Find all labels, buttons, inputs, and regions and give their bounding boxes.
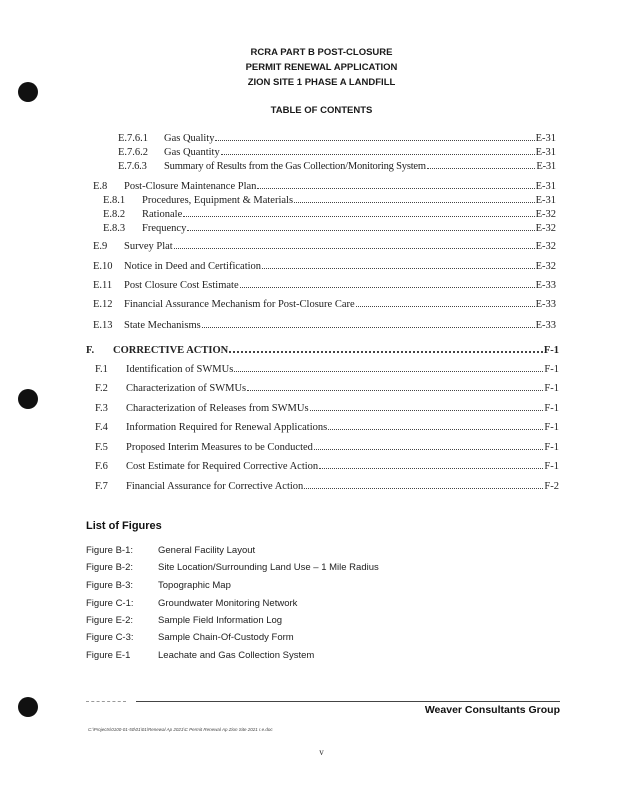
figure-title: General Facility Layout xyxy=(158,545,256,556)
figure-title: Topographic Map xyxy=(158,580,231,591)
toc-entry-title: Frequency xyxy=(142,223,187,234)
figure-list-item xyxy=(86,615,282,626)
toc-entry-page: F-1 xyxy=(544,403,559,414)
toc-entry-page: E-31 xyxy=(535,181,556,192)
toc-entry-number: E.8.1 xyxy=(103,195,126,206)
toc-entry-page: E-33 xyxy=(535,280,556,291)
figure-label: Figure B-1: xyxy=(86,545,133,556)
toc-entry-title: Identification of SWMUs xyxy=(126,364,234,375)
toc-leader xyxy=(229,351,543,353)
toc-entry-page: F-1 xyxy=(544,383,559,394)
toc-entry-number: E.12 xyxy=(93,299,113,310)
toc-leader xyxy=(174,248,535,249)
figure-title: Site Location/Surrounding Land Use – 1 Mile Radius xyxy=(158,562,379,573)
toc-entry xyxy=(118,147,556,158)
toc-entry xyxy=(103,223,556,234)
toc-leader xyxy=(356,306,535,307)
figure-label: Figure C-1: xyxy=(86,598,134,609)
toc-entry xyxy=(103,209,556,220)
toc-entry-page: E-31 xyxy=(536,161,556,172)
toc-leader xyxy=(257,188,534,189)
figure-list-item xyxy=(86,545,255,556)
toc-leader xyxy=(234,371,543,372)
toc-entry-number: F.6 xyxy=(95,461,108,472)
toc-entry-page: E-31 xyxy=(535,133,556,144)
toc-entry-number: F.3 xyxy=(95,403,108,414)
toc-entry-title: Survey Plat xyxy=(124,241,173,252)
figure-list-item xyxy=(86,580,231,591)
toc-entry-number: F.7 xyxy=(95,481,108,492)
toc-entry xyxy=(93,280,556,291)
toc-leader xyxy=(319,468,543,469)
figure-list-item xyxy=(86,562,379,573)
list-of-figures-title: List of Figures xyxy=(86,520,162,532)
toc-entry-page: E-32 xyxy=(535,223,556,234)
figure-list-item xyxy=(86,632,294,643)
toc-entry-title: Financial Assurance Mechanism for Post-Closure Care xyxy=(124,299,355,310)
toc-entry-page: E-33 xyxy=(535,299,556,310)
toc-entry xyxy=(93,181,556,192)
toc-leader xyxy=(304,488,543,489)
figure-label: Figure B-2: xyxy=(86,562,133,573)
toc-entry-title: CORRECTIVE ACTION xyxy=(113,345,229,356)
toc-leader xyxy=(310,410,544,411)
toc-leader xyxy=(202,327,535,328)
toc-entry-title: Procedures, Equipment & Materials xyxy=(142,195,294,206)
toc-leader xyxy=(183,216,534,217)
toc-entry xyxy=(95,461,559,472)
toc-entry xyxy=(93,261,556,272)
figure-label: Figure C-3: xyxy=(86,632,134,643)
figure-title: Leachate and Gas Collection System xyxy=(158,650,315,661)
toc-entry-number: F. xyxy=(86,345,95,356)
toc-entry xyxy=(93,241,556,252)
toc-entry xyxy=(95,383,559,394)
toc-leader xyxy=(314,449,543,450)
toc-entry xyxy=(93,320,556,331)
toc-leader xyxy=(328,429,543,430)
toc-entry xyxy=(118,161,556,172)
figure-title: Sample Chain-Of-Custody Form xyxy=(158,632,294,643)
toc-entry-title: Information Required for Renewal Applications xyxy=(126,422,328,433)
figure-title: Sample Field Information Log xyxy=(158,615,283,626)
toc-entry-number: F.1 xyxy=(95,364,108,375)
toc-entry-title: Post Closure Cost Estimate xyxy=(124,280,239,291)
toc-leader xyxy=(215,140,534,141)
toc-entry-title: State Mechanisms xyxy=(124,320,201,331)
toc-entry xyxy=(118,133,556,144)
toc-entry-number: F.5 xyxy=(95,442,108,453)
toc-entry xyxy=(95,442,559,453)
toc-section-heading xyxy=(86,345,559,356)
toc-entry-title: Notice in Deed and Certification xyxy=(124,261,262,272)
toc-entry-title: Post-Closure Maintenance Plan xyxy=(124,181,257,192)
binder-hole-middle xyxy=(18,389,38,409)
company-name: Weaver Consultants Group xyxy=(424,704,560,716)
toc-entry xyxy=(93,299,556,310)
figure-list-item xyxy=(86,650,314,661)
doc-title-line-3: ZION SITE 1 PHASE A LANDFILL xyxy=(247,77,396,88)
figure-label: Figure E-1 xyxy=(86,650,131,661)
toc-entry-page: E-32 xyxy=(535,261,556,272)
toc-entry-title: Summary of Results from the Gas Collection/Monitoring System xyxy=(164,161,426,172)
toc-entry-number: E.7.6.3 xyxy=(118,161,147,172)
toc-entry-number: E.8.3 xyxy=(103,223,126,234)
toc-entry-page: F-1 xyxy=(544,364,559,375)
toc-entry-title: Financial Assurance for Corrective Action xyxy=(126,481,304,492)
doc-title-line-1: RCRA PART B POST-CLOSURE xyxy=(250,47,393,58)
toc-entry-title: Gas Quality xyxy=(164,133,215,144)
toc-entry-number: E.10 xyxy=(93,261,113,272)
toc-leader xyxy=(262,268,535,269)
toc-entry-page: E-31 xyxy=(535,147,556,158)
toc-entry-page: F-1 xyxy=(544,422,559,433)
toc-entry-page: E-33 xyxy=(535,320,556,331)
toc-leader xyxy=(247,390,543,391)
toc-entry-number: E.7.6.2 xyxy=(118,147,149,158)
toc-entry-page: F-1 xyxy=(544,461,559,472)
doc-title-line-2: PERMIT RENEWAL APPLICATION xyxy=(245,62,398,73)
page-number: v xyxy=(319,747,324,757)
toc-entry-title: Cost Estimate for Required Corrective Action xyxy=(126,461,319,472)
toc-entry-page: E-31 xyxy=(535,195,556,206)
toc-entry-title: Proposed Interim Measures to be Conducted xyxy=(126,442,313,453)
toc-entry-title: Characterization of SWMUs xyxy=(126,383,247,394)
toc-entry xyxy=(95,364,559,375)
figure-label: Figure E-2: xyxy=(86,615,133,626)
toc-entry-number: F.4 xyxy=(95,422,108,433)
toc-entry-page: E-32 xyxy=(535,241,556,252)
toc-entry-number: E.7.6.1 xyxy=(118,133,149,144)
toc-entry-title: Rationale xyxy=(142,209,183,220)
toc-entry xyxy=(103,195,556,206)
toc-entry-number: E.8 xyxy=(93,181,108,192)
toc-leader xyxy=(240,287,535,288)
toc-entry-number: F.2 xyxy=(95,383,108,394)
toc-entry-title: Characterization of Releases from SWMUs xyxy=(126,403,309,414)
file-path: C:\Projects\0100-01-50\01\01\Renewal Ap 2021\C Permit Renewal Ap Zion Site 2021 r.e.doc xyxy=(88,727,273,732)
toc-entry-number: E.8.2 xyxy=(103,209,126,220)
footer-dash xyxy=(86,701,126,702)
toc-entry-page: E-32 xyxy=(535,209,556,220)
figure-title: Groundwater Monitoring Network xyxy=(158,598,298,609)
toc-leader xyxy=(221,154,535,155)
toc-leader xyxy=(294,202,535,203)
toc-title: TABLE OF CONTENTS xyxy=(270,105,373,116)
toc-entry-number: E.11 xyxy=(93,280,113,291)
toc-entry-page: F-1 xyxy=(543,345,559,356)
toc-entry-page: F-2 xyxy=(544,481,559,492)
binder-hole-bottom xyxy=(18,697,38,717)
figure-label: Figure B-3: xyxy=(86,580,133,591)
toc-entry-page: F-1 xyxy=(544,442,559,453)
toc-entry-number: E.9 xyxy=(93,241,108,252)
toc-entry xyxy=(95,403,559,414)
toc-entry-title: Gas Quantity xyxy=(164,147,220,158)
figure-list-item xyxy=(86,598,297,609)
footer-rule xyxy=(136,701,560,702)
toc-entry xyxy=(95,422,559,433)
toc-entry xyxy=(95,481,559,492)
toc-leader xyxy=(427,168,536,169)
toc-leader xyxy=(187,230,534,231)
toc-entry-number: E.13 xyxy=(93,320,113,331)
